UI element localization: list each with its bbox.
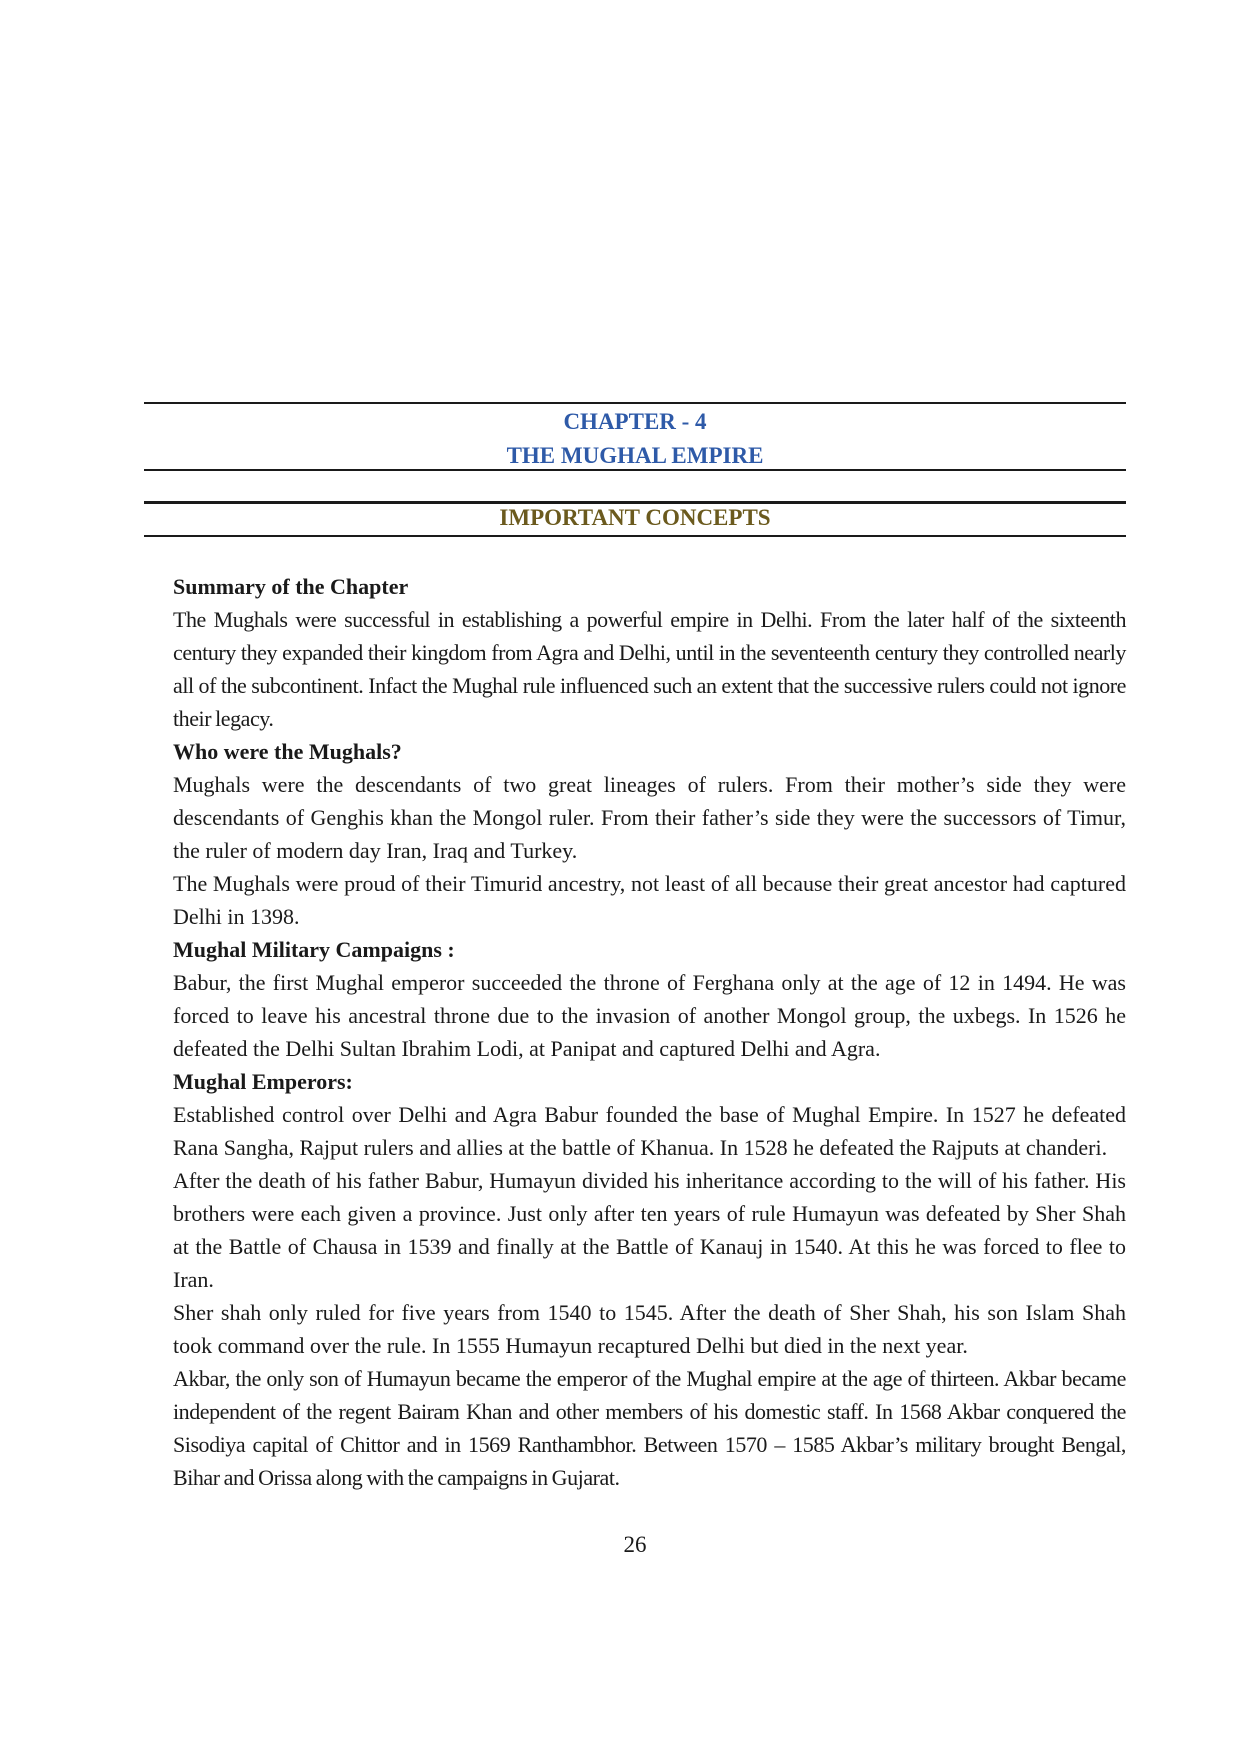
emperors-paragraph-3: Sher shah only ruled for five years from 1540 to 1545. After the death of Sher Shah, his son Islam Shah took command over the rule. In 1555 Humayun recaptured Delhi but died in the next year. [173, 1300, 1126, 1358]
summary-heading: Summary of the Chapter [173, 574, 409, 599]
emperors-heading: Mughal Emperors: [173, 1069, 353, 1094]
page-number: 26 [623, 1532, 647, 1557]
military-heading: Mughal Military Campaigns : [173, 937, 455, 962]
chapter-title: THE MUGHAL EMPIRE [506, 443, 764, 468]
chapter-bottom-rule [144, 469, 1126, 471]
emperors-paragraph-2: After the death of his father Babur, Humayun divided his inheritance according to the will of his father. His brothers were each given a province. Just only after ten years of rule Humayun was defeated by Sher Shah at the Battle of Chausa in 1539 and finally at the Battle of Kanauj in 1540. At this he was forced to flee to Iran. [173, 1168, 1126, 1292]
military-paragraph: Babur, the first Mughal emperor succeeded the throne of Ferghana only at the age of 12 in 1494. He was forced to leave his ancestral throne due to the invasion of another Mongol group, the uxbegs. In 1526 he defeated the Delhi Sultan Ibrahim Lodi, at Panipat and captured Delhi and Agra. [173, 970, 1126, 1061]
chapter-label: CHAPTER - 4 [563, 409, 707, 434]
who-paragraph-1: Mughals were the descendants of two great lineages of rulers. From their mother’s side they were descendants of Genghis khan the Mongol ruler. From their father’s side they were the successors of Timur, the ruler of modern day Iran, Iraq and Turkey. [173, 772, 1126, 863]
emperors-paragraph-4: Akbar, the only son of Humayun became the emperor of the Mughal empire at the age of thirteen. Akbar became independent of the regent Bairam Khan and other members of his domestic staff. In 1568 Akbar conquered the Sisodiya capital of Chittor and in 1569 Ranthambhor. Between 1570 – 1585 Akbar’s military brought Bengal, Bihar and Orissa along with the campaigns in Gujarat. [173, 1366, 1126, 1490]
summary-paragraph: The Mughals were successful in establishing a powerful empire in Delhi. From the later half of the sixteenth century they expanded their kingdom from Agra and Delhi, until in the seventeenth century they controlled nearly all of the subcontinent. Infact the Mughal rule influenced such an extent that the successive rulers could not ignore their legacy. [173, 607, 1126, 731]
emperors-paragraph-1: Established control over Delhi and Agra Babur founded the base of Mughal Empire. In 1527 he defeated Rana Sangha, Rajput rulers and allies at the battle of Khanua. In 1528 he defeated the Rajputs at chanderi. [173, 1102, 1126, 1160]
who-heading: Who were the Mughals? [173, 739, 402, 764]
section-title: IMPORTANT CONCEPTS [499, 505, 771, 530]
chapter-content [173, 570, 1126, 1494]
top-rule [144, 402, 1126, 404]
section-bottom-rule [144, 535, 1126, 537]
who-paragraph-2: The Mughals were proud of their Timurid ancestry, not least of all because their great ancestor had captured Delhi in 1398. [173, 871, 1126, 929]
chapter-heading [144, 405, 1126, 473]
